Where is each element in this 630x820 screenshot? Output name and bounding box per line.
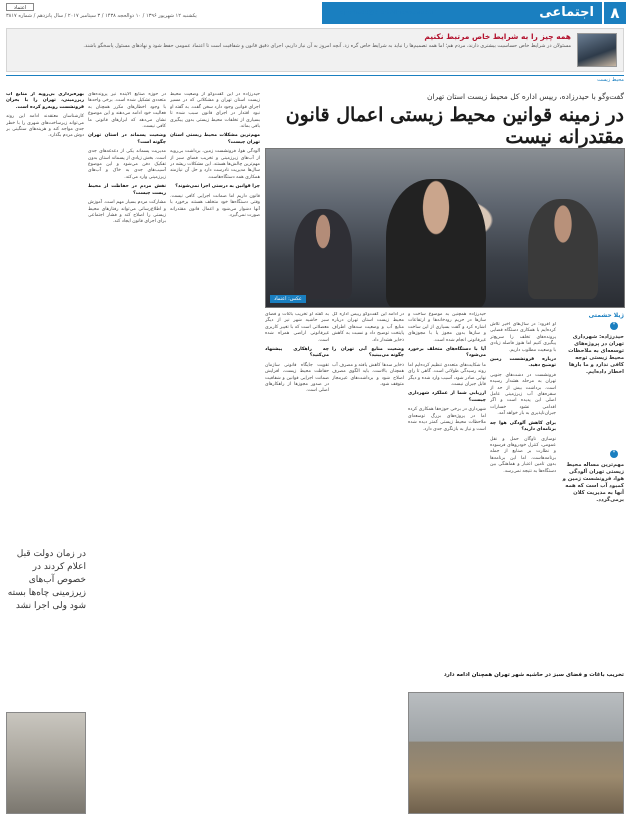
story-kicker: گفت‌وگو با حیدرزاده، رییس اداره کل محیط زیست استان تهران bbox=[426, 92, 624, 101]
body-paragraph: کارشناسان معتقدند ادامه این روند می‌تواند زیرساخت‌های شهری را با خطر جدی مواجه کند و هزینه‌های سنگینی بر دوش مردم بگذارد. bbox=[6, 114, 84, 139]
top-story-text: مسئولان در شرایط خاص حساسیت بیشتری دارند، مردم هم؛ اما همه تصمیم‌ها را نباید به شرایط خاص گره زد. آنچه امروز به آن نیاز داریم، اجرای دقیق قانون و شفافیت است تا اعتماد عمومی حفظ شود و نهادهای مسئول پاسخگو باشند. bbox=[83, 43, 571, 49]
photo-figure-center bbox=[386, 179, 486, 308]
section-divider bbox=[6, 75, 624, 76]
sidebar-quote-2: مهم‌ترین مساله محیط زیستی تهران آلودگی هوا، فرونشست زمین و کمبود آب است که همه آنها به مدیریت کلان برمی‌گردد. bbox=[562, 462, 624, 503]
sidebar-quote-1: حیدرزاده: شهرداری تهران در پروژه‌های توسعه‌ای به ملاحظات محیط زیستی توجه کافی ندارد و ما بارها اخطار داده‌ایم. bbox=[568, 334, 624, 375]
body-paragraph: به گفته او تخریب باغات و فضای سبز حاشیه شهر نیز از دیگر معضلاتی است که با تغییر کاربری غیرقانونی اراضی همراه شده است. bbox=[265, 312, 329, 343]
body-paragraph: مدیریت پسماند یکی از دغدغه‌های جدی است. بخش زیادی از پسماند استان بدون تفکیک دفن می‌شود و این موضوع آسیب‌های جدی به خاک و آب‌های زیرزمینی وارد می‌کند. bbox=[88, 149, 166, 180]
interview-question: برای کاهش آلودگی هوا چه برنامه‌ای دارید؟ bbox=[490, 420, 556, 433]
story-headline: در زمینه قوانین محیط زیستی اعمال قانون مقتدرانه نیست bbox=[285, 104, 624, 148]
issue-meta: یکشنبه ۱۲ شهریور ۱۳۹۶ / ۱۰ ذوالحجه ۱۴۳۸ / ۳ سپتامبر ۲۰۱۷ / سال پانزدهم / شماره ۳۸۱۷ bbox=[6, 13, 197, 19]
body-column-6 bbox=[265, 312, 329, 812]
quote-icon-2: " bbox=[610, 450, 618, 458]
story-author: ژیلا حشمتی bbox=[588, 312, 624, 319]
bottom-photo-land bbox=[408, 692, 624, 814]
interview-question: وضعیت پسماند در استان تهران چگونه است؟ bbox=[88, 133, 166, 145]
newspaper-logo: اعتماد bbox=[6, 3, 34, 11]
photo-caption: عکس: اعتماد bbox=[270, 295, 306, 303]
interview-question: درباره فرونشست زمین توضیح دهید. bbox=[490, 357, 556, 369]
page-number: ٨ bbox=[604, 2, 626, 24]
body-column-5 bbox=[332, 312, 404, 812]
body-column-4 bbox=[408, 312, 486, 682]
body-paragraph: ما شکایت‌های متعددی تنظیم کرده‌ایم اما روند رسیدگی طولانی است. گاهی تا رای نهایی صادر شود، آسیب وارد شده و دیگر قابل جبران نیست. bbox=[408, 362, 486, 388]
interview-question: بهره‌برداری بی‌رویه از منابع آب زیرزمینی، تهران را با بحران فرونشست روبه‌رو کرده است. bbox=[6, 92, 84, 110]
quote-icon: " bbox=[610, 322, 618, 330]
interview-question: مهم‌ترین مشکلات محیط زیستی استان تهران چیست؟ bbox=[170, 133, 260, 145]
body-paragraph: نوسازی ناوگان حمل و نقل عمومی، کنترل خودروهای فرسوده و نظارت بر صنایع از جمله برنامه‌هاست. اما این برنامه‌ها بدون تامین اعتبار و هماهنگی بین دستگاه‌ها به نتیجه نمی‌رسد. bbox=[490, 436, 556, 474]
body-paragraph: در حوزه صنایع آلاینده نیز پرونده‌های متعددی تشکیل شده است. برخی واحدها با وجود اخطارهای مکرر همچنان به فعالیت خود ادامه می‌دهند و این موضوع نشان می‌دهد که ابزارهای قانونی ما کافی نیست. bbox=[88, 92, 166, 130]
body-paragraph: در ادامه این گفت‌وگو رییس اداره کل محیط زیست استان تهران درباره منابع آب و وضعیت سدهای اطراف پایتخت توضیح داد و نسبت به کاهش ذخایر هشدار داد. bbox=[332, 312, 404, 343]
body-column-2 bbox=[88, 92, 166, 682]
body-paragraph: فرونشست در دشت‌های جنوبی تهران به مرحله هشدار رسیده است. برداشت بیش از حد از سفره‌های آب زیرزمینی عامل اصلی این پدیده است و اگر اقدامی نشود خسارات جبران‌ناپذیری به بار خواهد آمد. bbox=[490, 372, 556, 417]
top-story-photo bbox=[577, 33, 617, 67]
body-paragraph: شهرداری در برخی حوزه‌ها همکاری کرده اما در پروژه‌های بزرگ توسعه‌ای ملاحظات محیط زیستی کمتر دیده شده است و نیاز به بازنگری جدی دارد. bbox=[408, 407, 486, 432]
body-paragraph: تقویت جایگاه قانونی سازمان حفاظت محیط زیست، افزایش ضمانت اجرایی قوانین و شفافیت در صدور مجوزها از راهکارهای اصلی است. bbox=[265, 362, 329, 394]
body-paragraph: او افزود: در سال‌های اخیر تلاش کرده‌ایم با همکاری دستگاه قضایی پرونده‌های تخلف را سریع‌تر پیگیری کنیم اما هنوز فاصله زیادی با وضعیت مطلوب داریم. bbox=[490, 322, 556, 353]
top-story-headline: همه چیز را به شرایط خاص مرتبط نکنیم bbox=[424, 32, 571, 41]
photo-figure-right bbox=[528, 199, 598, 299]
bottom-photo-city bbox=[6, 712, 86, 814]
body-paragraph: آلودگی هوا، فرونشست زمین، برداشت بی‌رویه از آب‌های زیرزمینی و تخریب فضای سبز از مهم‌ترین چالش‌ها هستند. این مشکلات ریشه در سال‌ها مدیریت نادرست دارد و حل آن نیازمند همکاری همه دستگاه‌هاست. bbox=[170, 149, 260, 180]
interview-question: آیا با دستگاه‌های متخلف برخورد می‌شود؟ bbox=[408, 347, 486, 359]
body-paragraph: قانون داریم اما ضمانت اجرایی کافی نیست. وقتی دستگاه‌ها خود متخلف هستند برخورد با آنها دشوار می‌شود و اعمال قانون مقتدرانه صورت نمی‌گیرد. bbox=[170, 193, 260, 218]
body-column-narrow bbox=[6, 92, 84, 542]
interview-question: چه راهکاری پیشنهاد می‌کنید؟ bbox=[265, 347, 329, 359]
top-story-box bbox=[6, 28, 624, 72]
body-paragraph: حیدرزاده همچنین به موضوع ساخت و سازها در حریم رودخانه‌ها و ارتفاعات اشاره کرد و گفت بسیاری از این ساخت و سازها بدون مجوز یا با مجوزهای غیرقانونی انجام شده است. bbox=[408, 312, 486, 343]
main-photo bbox=[265, 148, 625, 308]
pull-quote: در زمان دولت قبل اعلام کردند در خصوص آب‌های زیرزمینی چاه‌ها بسته شود ولی اجرا نشد bbox=[7, 549, 86, 611]
body-paragraph: حیدرزاده در این گفت‌وگو از وضعیت محیط زیست استان تهران و مشکلاتی که در مسیر اجرای قوانین وجود دارد سخن گفت. به گفته او نبود اقتدار در اجرای قانون سبب شده تا بسیاری از تخلفات محیط زیستی بدون پیگیری باقی بماند. bbox=[170, 92, 260, 130]
bottom-subhead: تخریب باغات و فضای سبز در حاشیه شهر تهران همچنان ادامه دارد bbox=[443, 672, 624, 678]
story-tag: محیط زیست bbox=[597, 77, 624, 83]
interview-question: ارزیابی شما از عملکرد شهرداری چیست؟ bbox=[408, 391, 486, 403]
photo-figure-left bbox=[294, 209, 352, 299]
interview-question: نقش مردم در حفاظت از محیط زیست چیست؟ bbox=[88, 184, 166, 196]
section-email[interactable]: ejtemaee@etemadnewspaper.ir bbox=[340, 9, 436, 16]
interview-question: چرا قوانین به درستی اجرا نمی‌شوند؟ bbox=[175, 184, 260, 190]
body-column-3 bbox=[490, 322, 556, 682]
body-column-1 bbox=[170, 92, 260, 682]
interview-question: وضعیت منابع آبی تهران را چگونه می‌بینید؟ bbox=[332, 347, 404, 359]
body-paragraph: مشارکت مردم بسیار مهم است. آموزش و اطلاع‌رسانی می‌تواند رفتارهای محیط زیستی را اصلاح کند و فشار اجتماعی برای اجرای قانون ایجاد کند. bbox=[88, 200, 166, 225]
body-paragraph: ذخایر سدها کاهش یافته و مصرف آب همچنان بالاست. باید الگوی مصرف اصلاح شود و برداشت‌های غیرمجاز متوقف شود. bbox=[332, 362, 404, 388]
section-title: اجتماعی bbox=[322, 2, 602, 24]
